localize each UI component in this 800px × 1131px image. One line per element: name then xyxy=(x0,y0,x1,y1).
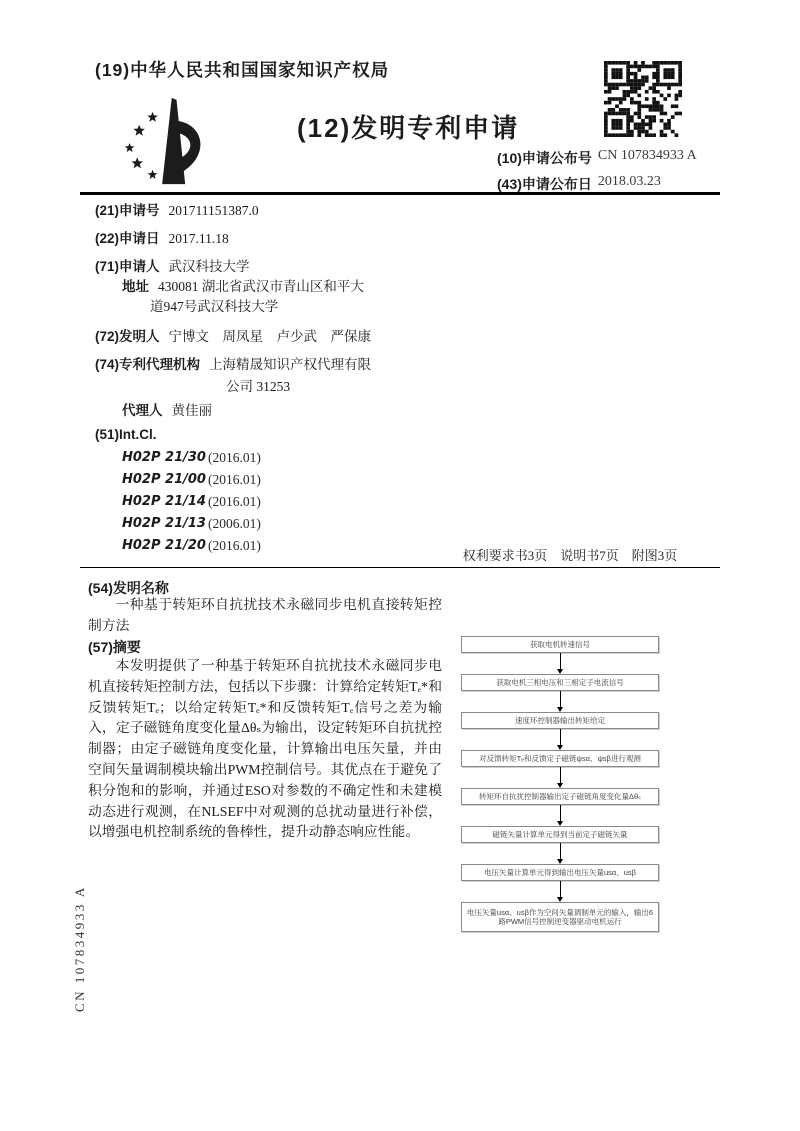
ipc-date: (2016.01) xyxy=(207,450,261,465)
flow-arrow-icon xyxy=(461,805,659,826)
body-rule xyxy=(80,567,720,568)
pub-date-value: 2018.03.23 xyxy=(597,174,661,189)
application-date-row xyxy=(95,231,229,246)
applicant-label: (71)申请人 xyxy=(95,259,160,274)
qr-code xyxy=(604,61,682,137)
ipc-date: (2016.01) xyxy=(207,494,261,509)
logo-stars xyxy=(125,112,158,179)
intcl-entry xyxy=(122,494,261,510)
title-section-head: (54)发明名称 xyxy=(88,580,169,596)
cnipa-logo xyxy=(118,96,214,188)
flow-arrow-icon xyxy=(461,729,659,750)
intcl-entry xyxy=(122,516,261,532)
pub-number-label: (10)申请公布号 xyxy=(497,150,592,166)
agency-value-2: 公司 31253 xyxy=(226,379,291,394)
application-number-row xyxy=(95,203,259,218)
address-value: 430081 湖北省武汉市青山区和平大 xyxy=(158,279,364,294)
ipc-code: H02P 21/14 xyxy=(122,494,206,509)
ipc-date: (2016.01) xyxy=(207,472,261,487)
ipc-code: H02P 21/00 xyxy=(122,472,206,487)
ipc-code: H02P 21/20 xyxy=(122,538,206,553)
agency-row xyxy=(95,357,371,372)
inventors-value: 宁博文 周凤星 卢少武 严保康 xyxy=(168,329,372,344)
intcl-row xyxy=(95,427,157,442)
inventors-label: (72)发明人 xyxy=(95,329,160,344)
intcl-entry xyxy=(122,450,261,466)
doc-type-title: (12)发明专利申请 xyxy=(297,113,520,143)
flow-arrow-icon xyxy=(461,691,659,712)
flow-arrow-icon xyxy=(461,653,659,674)
abstract-section-head: (57)摘要 xyxy=(88,639,141,655)
agency-label: (74)专利代理机构 xyxy=(95,357,201,372)
flow-step-2: 获取电机三相电压和三相定子电流信号 xyxy=(461,674,659,691)
intcl-label: (51)Int.Cl. xyxy=(95,427,157,442)
address-label: 地址 xyxy=(122,279,149,294)
agent-value: 黄佳丽 xyxy=(171,403,212,418)
flow-step-5: 转矩环自抗扰控制器输出定子磁链角度变化量Δθₛ xyxy=(461,788,659,805)
abstract-text: 本发明提供了一种基于转矩环自抗扰技术永磁同步电机直接转矩控制方法，包括以下步骤：计算给定转矩Tₑ*和反馈转矩Tₑ；以给定转矩Tₑ*和反馈转矩Tₑ信号之差为输入，定子磁链角度变化量Δθₛ为输出，设定转矩环自抗扰控制器；由定子磁链角度变化量，计算输出电压矢量，并由空间矢量调制模块输出PWM控制信号。其优点在于避免了积分饱和的影响，并通过ESO对参数的不确定性和未建模动态进行观测，在NLSEF中对观测的总扰动量进行补偿，以增强电机控制系统的鲁棒性，提升动静态响应性能。 xyxy=(88,658,442,840)
side-publication-code: CN 107834933 A xyxy=(72,885,87,1012)
flow-step-7: 电压矢量计算单元得到输出电压矢量usα、usβ xyxy=(461,864,659,881)
pub-date-row xyxy=(497,174,661,194)
flow-arrow-icon xyxy=(461,843,659,864)
pub-number-value: CN 107834933 A xyxy=(597,148,697,163)
ipc-date: (2016.01) xyxy=(207,538,261,553)
flow-step-1: 获取电机转速信号 xyxy=(461,636,659,653)
applicant-value: 武汉科技大学 xyxy=(168,259,250,274)
agency-row-2 xyxy=(226,379,290,394)
invention-title: 一种基于转矩环自抗扰技术永磁同步电机直接转矩控制方法 xyxy=(88,597,442,633)
header-rule xyxy=(80,192,720,195)
inventors-row xyxy=(95,329,371,344)
pages-note: 权利要求书3页 说明书7页 附图3页 xyxy=(462,548,678,563)
agent-row xyxy=(122,403,212,418)
agent-label: 代理人 xyxy=(122,403,163,418)
application-date-value: 2017.11.18 xyxy=(168,231,229,246)
pub-number-row xyxy=(497,148,697,168)
flow-step-6: 磁链矢量计算单元得到当前定子磁链矢量 xyxy=(461,826,659,843)
application-number-label: (21)申请号 xyxy=(95,203,160,218)
intcl-entry xyxy=(122,538,261,554)
address-row-2 xyxy=(150,299,278,314)
flow-step-8: 电压矢量usα、usβ作为空间矢量调制单元的输入，输出6路PWM信号控制逆变器驱动电机运行 xyxy=(461,902,659,932)
flow-step-4: 对反馈转矩Tₑ和反馈定子磁链ψsα、ψsβ进行观测 xyxy=(461,750,659,767)
intcl-entry xyxy=(122,472,261,488)
ipc-code: H02P 21/30 xyxy=(122,450,206,465)
applicant-row xyxy=(95,259,250,274)
flow-arrow-icon xyxy=(461,881,659,902)
application-date-label: (22)申请日 xyxy=(95,231,160,246)
flowchart xyxy=(461,636,659,932)
ipc-code: H02P 21/13 xyxy=(122,516,206,531)
flow-step-3: 速度环控制器输出转矩给定 xyxy=(461,712,659,729)
agency-value: 上海精晟知识产权代理有限 xyxy=(209,357,372,372)
ipc-date: (2006.01) xyxy=(207,516,261,531)
address-value-2: 道947号武汉科技大学 xyxy=(150,299,279,314)
flow-arrow-icon xyxy=(461,767,659,788)
office-name: (19)中华人民共和国国家知识产权局 xyxy=(95,60,390,80)
address-row xyxy=(122,279,364,294)
pub-date-label: (43)申请公布日 xyxy=(497,176,592,192)
application-number-value: 201711151387.0 xyxy=(168,203,259,218)
